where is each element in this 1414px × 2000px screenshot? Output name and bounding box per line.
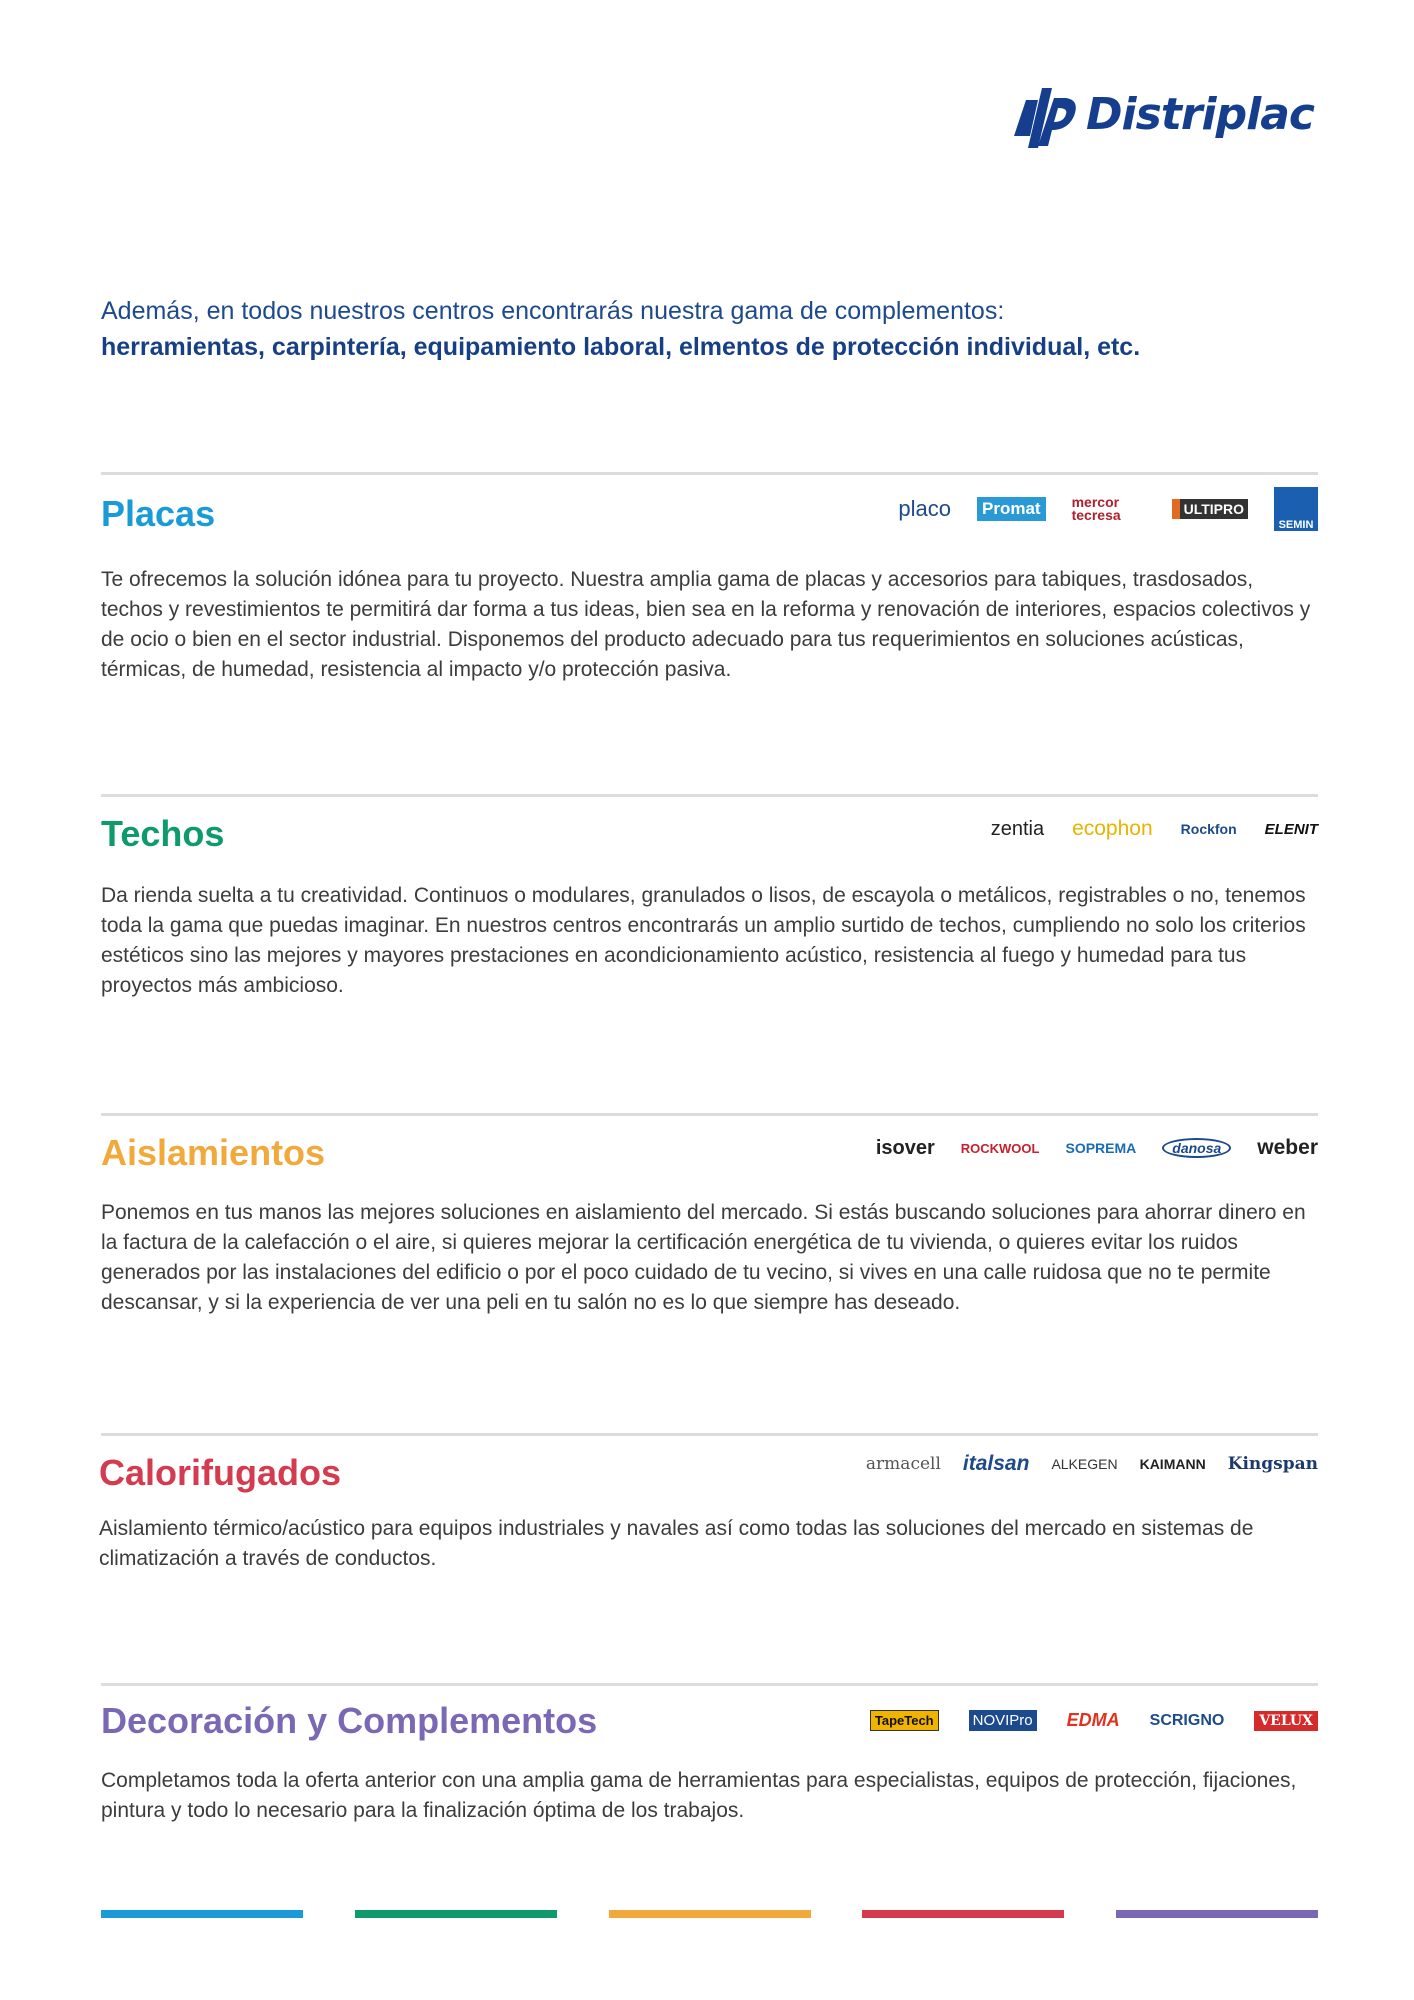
intro-line-2: herramientas, carpintería, equipamiento laboral, elmentos de protección individual, etc. <box>101 333 1141 361</box>
color-bar <box>101 1910 303 1918</box>
section-title: Calorifugados <box>99 1452 342 1493</box>
brand-logo: SCRIGNO <box>1149 1711 1225 1729</box>
brand-name: Distriplac <box>1086 88 1314 140</box>
brand-logo: NOVIPro <box>969 1710 1037 1731</box>
brand-logo: danosa <box>1162 1138 1231 1158</box>
brand-logos <box>898 487 1318 531</box>
distriplac-logo <box>1008 78 1314 150</box>
section-placas <box>101 472 1318 715</box>
brand-logo: isover <box>875 1136 935 1159</box>
section-title: Decoración y Complementos <box>101 1700 598 1741</box>
section-text: Te ofrecemos la solución idónea para tu proyecto. Nuestra amplia gama de placas y accesorios para tabiques, trasdosados, techos y revestimientos te permitirá dar forma a tus ideas, bien sea en la reforma y renovación de interiores, espacios colectivos y de ocio o bien en el sector industrial. Disponemos del producto adecuado para tus requerimientos en soluciones acústicas, térmicas, de humedad, resistencia al impacto y/o protección pasiva. <box>101 568 1311 681</box>
color-bar <box>862 1910 1064 1918</box>
brand-logo: ALKEGEN <box>1051 1456 1118 1472</box>
section-techos <box>101 794 1318 1027</box>
brand-logos <box>991 817 1318 841</box>
brand-logos <box>870 1710 1318 1731</box>
brand-logo: TapeTech <box>870 1710 939 1731</box>
brand-logo: EDMA <box>1066 1710 1120 1730</box>
brand-logo: zentia <box>990 817 1045 840</box>
brand-logo: weber <box>1257 1136 1318 1159</box>
intro <box>101 293 1321 365</box>
section-text: Da rienda suelta a tu creatividad. Continuos o modulares, granulados o lisos, de escayola o metálicos, registrables o no, tenemos toda la gama que puedas imaginar. En nuestros centros encontrarás un amplio surtido de techos, cumpliendo no solo los criterios estéticos sino las mejores y mayores prestaciones en acondicionamiento acústico, resistencia al fuego y humedad para tus proyectos más ambicioso. <box>101 884 1306 997</box>
intro-line-1: Además, en todos nuestros centros encontrarás nuestra gama de complementos: <box>101 297 1005 325</box>
brand-logo: SEMIN <box>1274 487 1318 531</box>
color-bar <box>609 1910 811 1918</box>
brand-logos <box>876 1136 1318 1160</box>
color-bar <box>1116 1910 1318 1918</box>
brand-logo: ROCKWOOL <box>960 1140 1040 1156</box>
section-text: Completamos toda la oferta anterior con una amplia gama de herramientas para especialistas, equipos de protección, fijaciones, pintura y todo lo necesario para la finalización óptima de los trabajos. <box>101 1769 1297 1822</box>
color-bar <box>355 1910 557 1918</box>
brand-logo: mercor tecresa <box>1071 494 1121 523</box>
section-title: Aislamientos <box>101 1132 326 1173</box>
section-title: Techos <box>101 813 225 854</box>
brand-logo: ecophon <box>1072 817 1153 840</box>
brand-logo: SOPREMA <box>1065 1140 1137 1156</box>
section-text: Ponemos en tus manos las mejores soluciones en aislamiento del mercado. Si estás buscando soluciones para ahorrar dinero en la factura de la calefacción o el aire, si quieres mejorar la certificación energética de tu vivienda, o quieres evitar los ruidos generados por las instalaciones del edificio o por el poco cuidado de tu vecino, si vives en una calle ruidosa que no te permite descansar, y si la experiencia de ver una peli en tu salón no es lo que siempre has deseado. <box>101 1201 1306 1314</box>
brand-logo: placo <box>898 496 952 521</box>
section-text: Aislamiento térmico/acústico para equipos industriales y navales así como todas las soluciones del mercado en sistemas de climatización a través de conductos. <box>99 1517 1254 1570</box>
brand-logo: Kingspan <box>1227 1454 1318 1474</box>
brand-logos <box>866 1452 1318 1476</box>
brand-logo: KAIMANN <box>1139 1456 1206 1472</box>
brand-logo: ELENIT <box>1264 820 1318 838</box>
section-title: Placas <box>101 493 216 534</box>
brand-logo: Promat <box>977 497 1046 521</box>
section-calorifugados <box>101 1433 1318 1616</box>
brand-logo: Rockfon <box>1180 821 1237 837</box>
dp-logo-icon <box>1008 78 1082 150</box>
footer-color-bars <box>101 1910 1318 1918</box>
section-decoracion <box>101 1683 1318 1866</box>
brand-logo: armacell <box>865 1454 941 1474</box>
section-aislamientos <box>101 1113 1318 1356</box>
brand-logo: ULTIPRO <box>1172 499 1248 519</box>
brand-logo: italsan <box>962 1452 1030 1475</box>
brand-logo: VELUX <box>1254 1711 1318 1731</box>
